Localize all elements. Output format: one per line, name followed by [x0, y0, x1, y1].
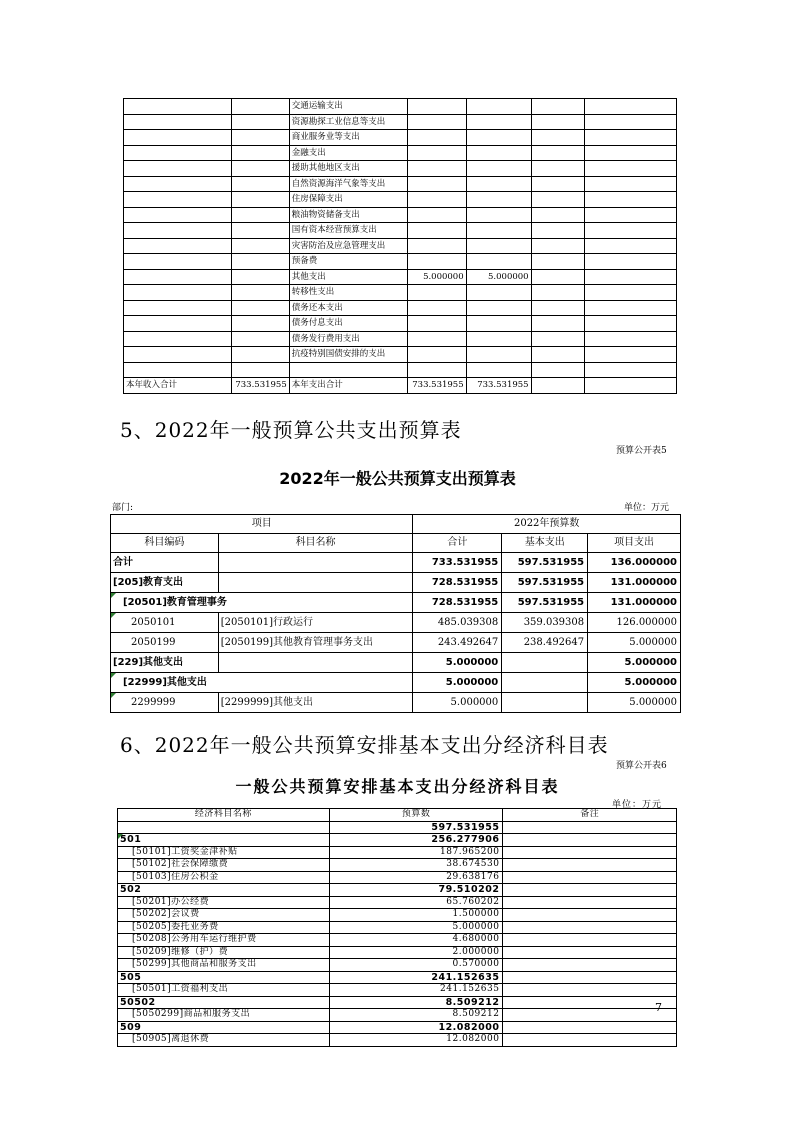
- econ-amount: 8.509212: [329, 1009, 503, 1022]
- table-row: [111, 593, 681, 613]
- subject-name: [2299999]其他支出: [218, 693, 413, 713]
- basic-value: 597.531955: [502, 573, 588, 593]
- table-cell: [407, 161, 466, 177]
- econ-note: [503, 1034, 677, 1047]
- table-row: [124, 145, 677, 161]
- econ-amount: 38.674530: [329, 859, 503, 872]
- table-cell: [585, 238, 677, 254]
- table-cell: 国有资本经营预算支出: [289, 223, 407, 239]
- table-row: [124, 378, 677, 394]
- econ-note: [503, 859, 677, 872]
- header-basic: 基本支出: [502, 534, 588, 553]
- econ-amount: 2.000000: [329, 946, 503, 959]
- project-value: 136.000000: [588, 553, 681, 573]
- econ-note: [503, 896, 677, 909]
- table-cell: [231, 207, 289, 223]
- econ-name: [50103]住房公积金: [118, 871, 330, 884]
- section6-heading: 6、2022年一般公共预算安排基本支出分经济科目表: [120, 733, 609, 757]
- table-cell: [124, 130, 232, 146]
- econ-note: [503, 909, 677, 922]
- project-value: 5.000000: [588, 693, 681, 713]
- table-cell: 债务还本支出: [289, 300, 407, 316]
- table-cell: [466, 114, 531, 130]
- econ-amount: 4.680000: [329, 934, 503, 947]
- table-cell: [231, 254, 289, 270]
- subject-code: [205]教育支出: [111, 573, 219, 593]
- table-row: [118, 896, 677, 909]
- subject-code: 2299999: [111, 693, 219, 713]
- econ-note: [503, 984, 677, 997]
- econ-note: [503, 971, 677, 984]
- econ-note: [503, 834, 677, 847]
- table-cell: [585, 192, 677, 208]
- header-budget: 2022年预算数: [413, 515, 681, 534]
- table-cell: [407, 347, 466, 363]
- basic-value: 597.531955: [502, 593, 588, 613]
- table-cell: [585, 207, 677, 223]
- econ-amount: 241.152635: [329, 984, 503, 997]
- table-cell: 本年收入合计: [124, 378, 232, 394]
- econ-amount: 0.570000: [329, 959, 503, 972]
- table-cell: [585, 269, 677, 285]
- table-cell: [124, 99, 232, 115]
- table-cell: [407, 176, 466, 192]
- table-row: [118, 996, 677, 1009]
- table-row: [124, 269, 677, 285]
- econ-amount: 79.510202: [329, 884, 503, 897]
- table-cell: 资源勘探工业信息等支出: [289, 114, 407, 130]
- table-cell: [124, 254, 232, 270]
- table-cell: [407, 114, 466, 130]
- subject-code: 2050199: [111, 633, 219, 653]
- general-budget-expenditure-table: [110, 514, 681, 713]
- table-cell: [585, 223, 677, 239]
- table-cell: [407, 316, 466, 332]
- table-cell: 自然资源海洋气象等支出: [289, 176, 407, 192]
- table-row: [118, 984, 677, 997]
- table-cell: [407, 254, 466, 270]
- project-value: 5.000000: [588, 633, 681, 653]
- project-value: 131.000000: [588, 573, 681, 593]
- table-row: [124, 238, 677, 254]
- table-row: [124, 223, 677, 239]
- table-cell: [124, 331, 232, 347]
- table-cell: [124, 192, 232, 208]
- table-cell: [124, 238, 232, 254]
- basic-value: [502, 653, 588, 673]
- table-cell: [407, 362, 466, 378]
- cell-marker-icon: [111, 673, 116, 678]
- table-cell: [531, 238, 585, 254]
- table-cell: [231, 347, 289, 363]
- table-cell: [124, 347, 232, 363]
- section5-title: 2022年一般公共预算支出预算表: [279, 469, 516, 488]
- subject-name: [218, 573, 413, 593]
- table-cell: [466, 238, 531, 254]
- econ-name: [50205]委托业务费: [118, 921, 330, 934]
- table-cell: [531, 176, 585, 192]
- header-total: 合计: [413, 534, 502, 553]
- table-cell: [466, 316, 531, 332]
- econ-amount: 597.531955: [329, 821, 503, 834]
- table-cell: [466, 285, 531, 301]
- table-row: [118, 1034, 677, 1047]
- table-row: [111, 553, 681, 573]
- econ-amount: 187.965200: [329, 846, 503, 859]
- table-row: [118, 834, 677, 847]
- subject-name: [2050199]其他教育管理事务支出: [218, 633, 413, 653]
- table-cell: [231, 285, 289, 301]
- section5-unit: 单位：万元: [624, 503, 670, 513]
- econ-note: [503, 921, 677, 934]
- table-cell: [231, 192, 289, 208]
- table-cell: [124, 176, 232, 192]
- table-cell: [407, 223, 466, 239]
- header-econ-amount: 预算数: [329, 809, 503, 822]
- total-value: 5.000000: [413, 693, 502, 713]
- table-row: [118, 946, 677, 959]
- total-value: 485.039308: [413, 613, 502, 633]
- table-cell: [466, 130, 531, 146]
- subject-code: 合计: [111, 553, 219, 573]
- table-row: [124, 99, 677, 115]
- table-row: [124, 176, 677, 192]
- table-cell: 商业服务业等支出: [289, 130, 407, 146]
- table-row: [111, 653, 681, 673]
- table-cell: [466, 223, 531, 239]
- table-cell: [124, 316, 232, 332]
- table-cell: 5.000000: [407, 269, 466, 285]
- table-row: [124, 161, 677, 177]
- econ-name: [50202]会议费: [118, 909, 330, 922]
- cell-marker-icon: [111, 613, 116, 618]
- econ-amount: 256.277906: [329, 834, 503, 847]
- table-cell: 援助其他地区支出: [289, 161, 407, 177]
- subject-name: [2050101]行政运行: [218, 613, 413, 633]
- econ-name: 505: [118, 971, 330, 984]
- table-row: [124, 207, 677, 223]
- econ-name: [50208]公务用车运行维护费: [118, 934, 330, 947]
- table-cell: [407, 99, 466, 115]
- table-cell: [231, 238, 289, 254]
- table-cell: [466, 254, 531, 270]
- basic-value: [502, 693, 588, 713]
- header-code: 科目编码: [111, 534, 219, 553]
- econ-note: [503, 871, 677, 884]
- cell-marker-icon: [118, 834, 123, 839]
- subject-code: [22999]其他支出: [111, 673, 413, 693]
- cell-marker-icon: [111, 593, 116, 598]
- table-cell: [124, 114, 232, 130]
- table-cell: 5.000000: [466, 269, 531, 285]
- table-row: [111, 693, 681, 713]
- table-cell: [531, 207, 585, 223]
- table-row: [124, 316, 677, 332]
- total-value: 728.531955: [413, 573, 502, 593]
- header-item: 项目: [111, 515, 413, 534]
- econ-amount: 12.082000: [329, 1034, 503, 1047]
- table-cell: [531, 161, 585, 177]
- table-cell: [289, 362, 407, 378]
- table-row: [124, 192, 677, 208]
- subject-code: 2050101: [111, 613, 219, 633]
- table-cell: [585, 130, 677, 146]
- econ-amount: 1.500000: [329, 909, 503, 922]
- table-cell: [124, 269, 232, 285]
- table-cell: [466, 362, 531, 378]
- project-value: 126.000000: [588, 613, 681, 633]
- econ-name: 502: [118, 884, 330, 897]
- table-cell: [124, 362, 232, 378]
- basic-value: 238.492647: [502, 633, 588, 653]
- table-cell: [407, 145, 466, 161]
- table-row: [118, 921, 677, 934]
- econ-name: [50905]离退休费: [118, 1034, 330, 1047]
- table-row: [118, 934, 677, 947]
- table-row: [111, 573, 681, 593]
- table-row: [124, 300, 677, 316]
- table-cell: [531, 300, 585, 316]
- table-cell: 抗疫特别国债安排的支出: [289, 347, 407, 363]
- table-cell: [231, 145, 289, 161]
- table-cell: [231, 161, 289, 177]
- table-cell: [531, 362, 585, 378]
- table-row: [118, 871, 677, 884]
- basic-value: 597.531955: [502, 553, 588, 573]
- table-cell: [407, 130, 466, 146]
- table-cell: [466, 145, 531, 161]
- table-cell: 本年支出合计: [289, 378, 407, 394]
- table-row: [118, 859, 677, 872]
- table-row: [124, 347, 677, 363]
- table-cell: [585, 176, 677, 192]
- table-row: [118, 846, 677, 859]
- page-number: 7: [655, 1001, 662, 1014]
- table-cell: [531, 331, 585, 347]
- table-cell: [124, 300, 232, 316]
- econ-name: [50209]维修（护）费: [118, 946, 330, 959]
- econ-name: [50501]工资福利支出: [118, 984, 330, 997]
- header-econ-note: 备注: [503, 809, 677, 822]
- header-project: 项目支出: [588, 534, 681, 553]
- total-value: 5.000000: [413, 653, 502, 673]
- table-cell: [531, 285, 585, 301]
- table-cell: [231, 114, 289, 130]
- econ-name: [50201]办公经费: [118, 896, 330, 909]
- table-cell: [466, 161, 531, 177]
- table-row: [118, 909, 677, 922]
- econ-note: [503, 996, 677, 1009]
- cell-marker-icon: [111, 693, 116, 698]
- table-cell: [585, 362, 677, 378]
- section6-tag: 预算公开表6: [616, 761, 667, 771]
- table-cell: 住房保障支出: [289, 192, 407, 208]
- table-cell: [231, 176, 289, 192]
- table-cell: [124, 145, 232, 161]
- table-cell: [531, 223, 585, 239]
- table-row: [118, 821, 677, 834]
- econ-note: [503, 934, 677, 947]
- table-cell: [531, 269, 585, 285]
- section6-title: 一般公共预算安排基本支出分经济科目表: [235, 777, 560, 796]
- econ-note: [503, 821, 677, 834]
- econ-amount: 8.509212: [329, 996, 503, 1009]
- table-cell: [466, 207, 531, 223]
- table-row: [118, 1021, 677, 1034]
- table-cell: [531, 145, 585, 161]
- table-cell: [124, 285, 232, 301]
- table-cell: [231, 99, 289, 115]
- table-row: [111, 633, 681, 653]
- table-row: [118, 959, 677, 972]
- table-cell: [407, 238, 466, 254]
- table-cell: [585, 254, 677, 270]
- subject-code: [20501]教育管理事务: [111, 593, 413, 613]
- table-cell: 733.531955: [466, 378, 531, 394]
- table-cell: [407, 192, 466, 208]
- table-cell: [466, 331, 531, 347]
- project-value: 131.000000: [588, 593, 681, 613]
- table-cell: [585, 114, 677, 130]
- econ-name: [118, 821, 330, 834]
- table-cell: [124, 223, 232, 239]
- table-row: [124, 114, 677, 130]
- econ-note: [503, 1021, 677, 1034]
- table-cell: [585, 161, 677, 177]
- table-row: [118, 884, 677, 897]
- table-row: [111, 673, 681, 693]
- table-row: [118, 971, 677, 984]
- table-cell: [407, 285, 466, 301]
- table-row: [124, 331, 677, 347]
- table-cell: [531, 130, 585, 146]
- header-name: 科目名称: [218, 534, 413, 553]
- table-row: [118, 1009, 677, 1022]
- econ-amount: 65.760202: [329, 896, 503, 909]
- total-value: 728.531955: [413, 593, 502, 613]
- econ-note: [503, 884, 677, 897]
- table-cell: 其他支出: [289, 269, 407, 285]
- econ-name: [50102]社会保障缴费: [118, 859, 330, 872]
- table-cell: [231, 300, 289, 316]
- table-cell: [231, 130, 289, 146]
- table-cell: [531, 192, 585, 208]
- table-row: [111, 613, 681, 633]
- dept-label: 部门:: [112, 503, 134, 513]
- table-cell: [231, 316, 289, 332]
- header-econ-name: 经济科目名称: [118, 809, 330, 822]
- table-cell: [585, 285, 677, 301]
- table-cell: 预备费: [289, 254, 407, 270]
- econ-note: [503, 846, 677, 859]
- econ-amount: 5.000000: [329, 921, 503, 934]
- table-row: [124, 254, 677, 270]
- table-cell: [466, 300, 531, 316]
- section5-tag: 预算公开表5: [616, 446, 667, 456]
- table-row: [124, 285, 677, 301]
- table-cell: [585, 378, 677, 394]
- table-cell: [124, 207, 232, 223]
- table-cell: [407, 300, 466, 316]
- table-cell: [585, 145, 677, 161]
- econ-amount: 29.638176: [329, 871, 503, 884]
- table-cell: 债务发行费用支出: [289, 331, 407, 347]
- table-cell: [124, 161, 232, 177]
- econ-name: [50101]工资奖金津补贴: [118, 846, 330, 859]
- table-cell: [585, 300, 677, 316]
- table-cell: [466, 99, 531, 115]
- econ-note: [503, 959, 677, 972]
- table-cell: 灾害防治及应急管理支出: [289, 238, 407, 254]
- table-cell: [407, 207, 466, 223]
- income-expenditure-table: [123, 98, 677, 394]
- econ-note: [503, 1009, 677, 1022]
- table-cell: [466, 192, 531, 208]
- table-cell: 金融支出: [289, 145, 407, 161]
- table-cell: [466, 347, 531, 363]
- table-cell: [531, 378, 585, 394]
- table-cell: [531, 254, 585, 270]
- table-cell: 交通运输支出: [289, 99, 407, 115]
- table-cell: [407, 331, 466, 347]
- table-cell: 转移性支出: [289, 285, 407, 301]
- basic-value: 359.039308: [502, 613, 588, 633]
- table-cell: [231, 362, 289, 378]
- table-cell: [585, 347, 677, 363]
- total-value: 733.531955: [413, 553, 502, 573]
- table-cell: [466, 176, 531, 192]
- table-cell: [531, 316, 585, 332]
- econ-amount: 12.082000: [329, 1021, 503, 1034]
- table-cell: [531, 347, 585, 363]
- econ-amount: 241.152635: [329, 971, 503, 984]
- table-cell: 733.531955: [407, 378, 466, 394]
- section6-unit: 单位：万元: [612, 800, 663, 810]
- econ-name: [50299]其他商品和服务支出: [118, 959, 330, 972]
- econ-note: [503, 946, 677, 959]
- table-cell: [531, 99, 585, 115]
- project-value: 5.000000: [588, 653, 681, 673]
- table-cell: [531, 114, 585, 130]
- subject-name: [218, 553, 413, 573]
- table-row: [124, 130, 677, 146]
- economic-category-table: [117, 808, 677, 1047]
- table-row: [124, 362, 677, 378]
- total-value: 5.000000: [413, 673, 502, 693]
- econ-name: [5050299]商品和服务支出: [118, 1009, 330, 1022]
- total-value: 243.492647: [413, 633, 502, 653]
- econ-name: 50502: [118, 996, 330, 1009]
- table-cell: [585, 99, 677, 115]
- table-cell: [231, 331, 289, 347]
- subject-name: [218, 653, 413, 673]
- table-cell: 733.531955: [231, 378, 289, 394]
- table-cell: [231, 269, 289, 285]
- table-cell: 粮油物资储备支出: [289, 207, 407, 223]
- basic-value: [502, 673, 588, 693]
- table-cell: 债务付息支出: [289, 316, 407, 332]
- table-cell: [585, 316, 677, 332]
- econ-name: 509: [118, 1021, 330, 1034]
- table-cell: [585, 331, 677, 347]
- econ-name: 501: [118, 834, 330, 847]
- section5-heading: 5、2022年一般预算公共支出预算表: [120, 418, 462, 442]
- table-cell: [231, 223, 289, 239]
- subject-code: [229]其他支出: [111, 653, 219, 673]
- project-value: 5.000000: [588, 673, 681, 693]
